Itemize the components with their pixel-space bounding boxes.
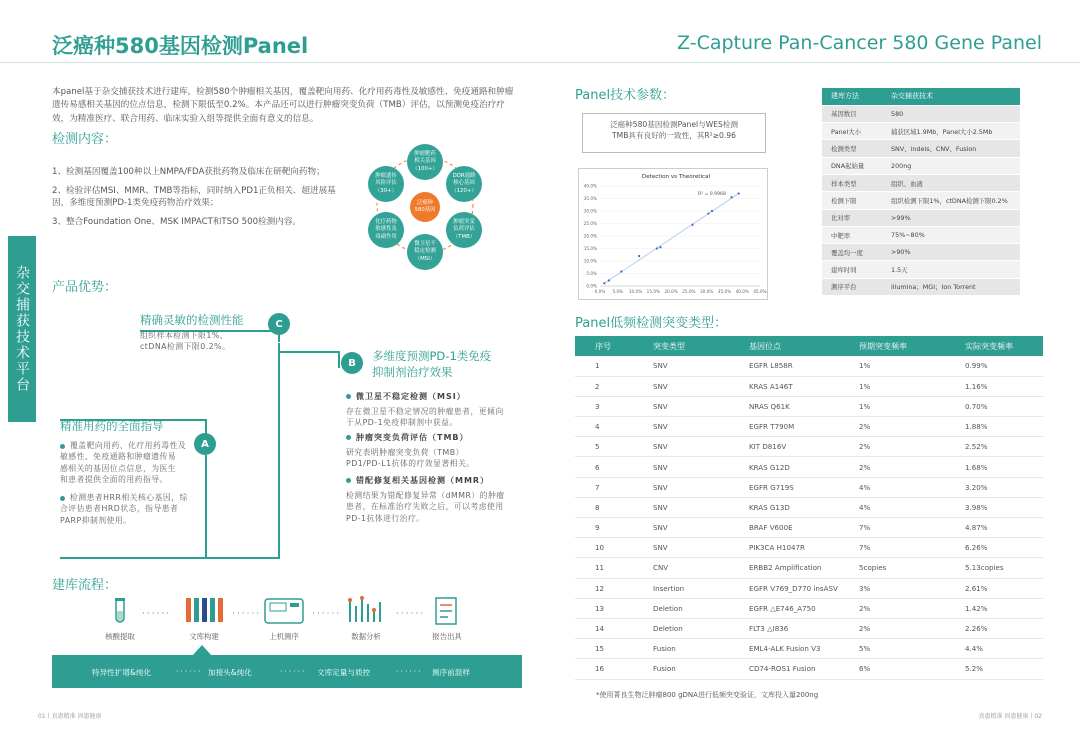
- cell-type: SNV: [633, 376, 729, 396]
- table-row: [575, 639, 1043, 659]
- table-row: [575, 538, 1043, 558]
- table-row: [575, 437, 1043, 457]
- connector-line: [60, 557, 280, 559]
- params-row: [822, 244, 1020, 261]
- process-dots: ······: [142, 609, 172, 619]
- cell-expected: 5%: [839, 639, 945, 659]
- x-tick-label: 15.0%: [646, 289, 660, 294]
- chart-trendline: [604, 194, 738, 284]
- table-row: [575, 578, 1043, 598]
- chart-point: [656, 247, 658, 249]
- table-row: [575, 659, 1043, 679]
- cell-actual: 2.61%: [945, 578, 1043, 598]
- params-value: >99%: [882, 209, 1020, 226]
- bullet-dot: [346, 435, 351, 440]
- params-value: 200ng: [882, 157, 1020, 174]
- cell-type: SNV: [633, 477, 729, 497]
- cell-locus: CD74-ROS1 Fusion: [729, 659, 839, 679]
- scatter-chart: [578, 168, 768, 300]
- params-key: 比对率: [822, 209, 882, 226]
- report-icon: [432, 596, 462, 626]
- params-row: [822, 123, 1020, 140]
- table-row: [575, 396, 1043, 416]
- cell-locus: KRAS G12D: [729, 457, 839, 477]
- cell-index: 1: [575, 356, 633, 376]
- cell-type: CNV: [633, 558, 729, 578]
- sub-step: 特异性扩增&纯化: [92, 668, 152, 677]
- band-dots: ······: [280, 667, 307, 676]
- params-key: 建库时间: [822, 261, 882, 278]
- advantage-c-title: 精确灵敏的检测性能: [140, 313, 244, 327]
- params-key: 检测下限: [822, 192, 882, 209]
- cell-actual: 1.42%: [945, 598, 1043, 618]
- y-tick-label: 35.0%: [583, 196, 597, 201]
- msi-title: 微卫星不稳定检测（MSI）: [346, 391, 466, 402]
- cell-type: SNV: [633, 497, 729, 517]
- advantage-badge-c: C: [268, 313, 290, 335]
- cell-actual: 2.52%: [945, 437, 1043, 457]
- cell-index: 5: [575, 437, 633, 457]
- chart-point: [738, 192, 740, 194]
- cell-type: Fusion: [633, 659, 729, 679]
- process-step: 核酸提取: [105, 632, 135, 641]
- chart-point: [608, 279, 610, 281]
- params-value: 580: [882, 105, 1020, 122]
- cell-index: 10: [575, 538, 633, 558]
- connector-line: [278, 351, 338, 353]
- table-row: [575, 356, 1043, 376]
- advantage-badge-b: B: [341, 352, 363, 374]
- params-value: 组织、血液: [882, 174, 1020, 191]
- params-key: 检测类型: [822, 140, 882, 157]
- cell-locus: BRAF V600E: [729, 518, 839, 538]
- params-key: 样本类型: [822, 174, 882, 191]
- params-value: 捕获区域1.9Mb，Panel大小2.5Mb: [882, 123, 1020, 140]
- cell-index: 14: [575, 618, 633, 638]
- advantage-badge-a: A: [194, 433, 216, 455]
- cell-type: SNV: [633, 356, 729, 376]
- cell-index: 8: [575, 497, 633, 517]
- col-expected: 预期突变频率: [839, 336, 945, 356]
- params-value: >90%: [882, 244, 1020, 261]
- x-tick-label: 25.0%: [682, 289, 696, 294]
- library-tubes-icon: [184, 596, 224, 626]
- mmr-title: 错配修复相关基因检测（MMR）: [346, 475, 489, 486]
- sub-steps-band: [52, 655, 522, 688]
- cell-locus: KRAS A146T: [729, 376, 839, 396]
- table-row: [575, 598, 1043, 618]
- header-divider: [0, 62, 1080, 63]
- cell-actual: 2.26%: [945, 618, 1043, 638]
- advantage-c-text: 组织样本检测下限1%、 ctDNA检测下限0.2%。: [140, 331, 231, 352]
- sub-step: 加接头&纯化: [208, 668, 252, 677]
- params-header-row: [822, 88, 1020, 105]
- y-tick-label: 20.0%: [583, 233, 597, 239]
- chart-point: [620, 270, 622, 272]
- cell-index: 12: [575, 578, 633, 598]
- cell-type: SNV: [633, 417, 729, 437]
- chart-title: Detection vs Theoretical: [641, 174, 711, 180]
- cell-expected: 3%: [839, 578, 945, 598]
- cell-expected: 1%: [839, 356, 945, 376]
- chart-x-ticks: [595, 289, 767, 294]
- cell-type: Insertion: [633, 578, 729, 598]
- cell-locus: KRAS G13D: [729, 497, 839, 517]
- cell-type: SNV: [633, 538, 729, 558]
- detection-item: 3、整合Foundation One、MSK IMPACT和TSO 500检测内容。: [52, 216, 302, 227]
- chart-annotation: R² = 0.9968: [698, 192, 726, 197]
- params-header-key: 建库方法: [822, 88, 882, 105]
- col-index: 序号: [575, 336, 633, 356]
- params-key: 中靶率: [822, 226, 882, 243]
- cell-locus: KIT D816V: [729, 437, 839, 457]
- msi-text: 存在微卫星不稳定情况的肿瘤患者，更倾向 于从PD-1免疫抑制剂中获益。: [346, 407, 504, 428]
- y-tick-label: 40.0%: [583, 183, 597, 189]
- x-tick-label: 30.0%: [700, 289, 714, 294]
- params-row: [822, 192, 1020, 209]
- page-title-en: Z-Capture Pan-Cancer 580 Gene Panel: [677, 32, 1042, 54]
- table-row: [575, 558, 1043, 578]
- cell-locus: EGFR L858R: [729, 356, 839, 376]
- cell-index: 4: [575, 417, 633, 437]
- x-tick-label: 10.0%: [628, 289, 643, 294]
- cell-actual: 6.26%: [945, 538, 1043, 558]
- connector-line: [205, 419, 207, 434]
- tube-icon: [108, 596, 132, 626]
- detection-items: [52, 166, 352, 234]
- chart-point: [691, 224, 693, 226]
- cell-actual: 5.13copies: [945, 558, 1043, 578]
- bullet-dot: [60, 444, 65, 449]
- tmb-text: 研究表明肿瘤突变负荷（TMB） PD1/PD-L1抗体的疗效显著相关。: [346, 448, 475, 469]
- params-callout: 泛癌种580基因检测Panel与WES检测 TMB具有良好的一致性，其R²≥0.96: [582, 113, 766, 153]
- cell-type: Fusion: [633, 639, 729, 659]
- band-dots: ······: [396, 667, 423, 676]
- hub-node-hereditary: 肿瘤遗传 风险评估 （30+）: [368, 166, 404, 202]
- data-analysis-icon: [346, 596, 386, 626]
- sequencer-icon: [264, 598, 304, 624]
- cell-expected: 1%: [839, 396, 945, 416]
- page-title: 泛癌种580基因检测Panel: [52, 34, 309, 58]
- hub-node-tmb: 肿瘤突变 负荷评估 （TMB）: [446, 212, 482, 248]
- col-actual: 实际突变频率: [945, 336, 1043, 356]
- chart-point: [638, 255, 640, 257]
- params-value: 75%~80%: [882, 226, 1020, 243]
- x-tick-label: 0.0%: [594, 289, 606, 294]
- cell-index: 3: [575, 396, 633, 416]
- cell-index: 2: [575, 376, 633, 396]
- params-key: Panel大小: [822, 123, 882, 140]
- params-heading: Panel技术参数：: [575, 88, 676, 103]
- params-key: DNA起始量: [822, 157, 882, 174]
- cell-locus: PIK3CA H1047R: [729, 538, 839, 558]
- intro-text: 本panel基于杂交捕获技术进行建库，检测580个肿瘤相关基因，覆盖靶向用药、化疗用药毒性及敏感性、免疫通路和肿瘤遗传易感相关基因的位点信息，检测下限低至0.2%。本产品还可以进行肿瘤突变负荷（TMB）评估，以预测免疫治疗疗效，为精准医疗、联合用药、临床实验入组等提供全面有意义的信息。: [52, 87, 514, 124]
- x-tick-label: 45.0%: [753, 289, 767, 294]
- hub-node-ddr: DDR通路 核心基因 （120+）: [446, 166, 482, 202]
- chart-point: [707, 212, 709, 214]
- cell-locus: EGFR G719S: [729, 477, 839, 497]
- chart-point: [730, 196, 732, 198]
- cell-expected: 2%: [839, 437, 945, 457]
- params-row: [822, 226, 1020, 243]
- detection-item: 2、检验评估MSI、MMR、TMB等指标，同时纳入PD1正负相关、超进展基因，多维度预测PD-1类免疫药物治疗效果；: [52, 185, 336, 208]
- x-tick-label: 40.0%: [735, 289, 749, 294]
- cell-actual: 1.16%: [945, 376, 1043, 396]
- side-label: 杂交捕获技术平台: [8, 236, 36, 422]
- advantage-a-point: 覆盖靶向用药、化疗用药毒性及 敏感性、免疫通路和肿瘤遗传易 感相关的基因位点信息，为医生 和患者提供全面的用药指导。: [60, 441, 187, 485]
- params-header-value: 杂交捕获技术: [882, 88, 1020, 105]
- cell-expected: 2%: [839, 457, 945, 477]
- cell-actual: 4.87%: [945, 518, 1043, 538]
- detection-heading: 检测内容：: [52, 132, 118, 147]
- params-row: [822, 105, 1020, 122]
- bullet-dot: [346, 478, 351, 483]
- cell-type: SNV: [633, 396, 729, 416]
- cell-expected: 4%: [839, 497, 945, 517]
- process-step: 数据分析: [351, 632, 381, 641]
- params-row: [822, 157, 1020, 174]
- detection-item: 1、检测基因覆盖100种以上NMPA/FDA获批药物及临床在研靶向药物；: [52, 167, 325, 177]
- footer-left: 01丨真惠精准 固惠健康: [38, 713, 102, 720]
- x-tick-label: 20.0%: [664, 289, 678, 294]
- params-value: SNV、indels、CNV、Fusion: [882, 140, 1020, 157]
- x-tick-label: 5.0%: [612, 289, 624, 294]
- cell-expected: 5copies: [839, 558, 945, 578]
- process-step: 报告出具: [432, 632, 462, 641]
- cell-type: SNV: [633, 518, 729, 538]
- cell-index: 15: [575, 639, 633, 659]
- cell-expected: 2%: [839, 598, 945, 618]
- sub-step: 文库定量与质控: [317, 668, 371, 677]
- x-tick-label: 35.0%: [717, 289, 732, 294]
- cell-index: 13: [575, 598, 633, 618]
- cell-locus: NRAS Q61K: [729, 396, 839, 416]
- table-row: [575, 497, 1043, 517]
- advantage-a-point: 检测患者HRR相关核心基因，综 合评估患者HRD状态，指导患者 PARP抑制剂使用。: [60, 493, 188, 525]
- bullet-dot: [60, 496, 65, 501]
- y-tick-label: 5.0%: [586, 271, 597, 276]
- table-row: [575, 518, 1043, 538]
- col-locus: 基因位点: [729, 336, 839, 356]
- chart-grid: [600, 186, 760, 286]
- y-tick-label: 25.0%: [583, 221, 597, 226]
- cell-expected: 2%: [839, 618, 945, 638]
- table-row: [575, 417, 1043, 437]
- cell-type: Deletion: [633, 618, 729, 638]
- mutation-table: [575, 336, 1043, 680]
- cell-index: 6: [575, 457, 633, 477]
- table-row: [575, 457, 1043, 477]
- y-tick-label: 15.0%: [583, 246, 597, 251]
- y-tick-label: 0.0%: [586, 283, 597, 289]
- col-type: 突变类型: [633, 336, 729, 356]
- hub-node-chemo: 化疗药物 敏感性及 毒副作用: [368, 212, 404, 248]
- cell-expected: 7%: [839, 518, 945, 538]
- process-heading: 建库流程：: [52, 578, 118, 593]
- cell-expected: 6%: [839, 659, 945, 679]
- cell-actual: 0.70%: [945, 396, 1043, 416]
- process-dots: ······: [396, 609, 426, 619]
- params-key: 覆盖均一度: [822, 244, 882, 261]
- advantages-heading: 产品优势：: [52, 280, 118, 295]
- params-key: 测序平台: [822, 278, 882, 295]
- params-key: 基因数目: [822, 105, 882, 122]
- params-row: [822, 261, 1020, 278]
- band-dots: ······: [176, 667, 203, 676]
- params-row: [822, 174, 1020, 191]
- cell-expected: 7%: [839, 538, 945, 558]
- cell-type: SNV: [633, 457, 729, 477]
- cell-index: 7: [575, 477, 633, 497]
- chart-point: [659, 246, 661, 248]
- footer-right: 真惠精准 固惠健康丨02: [978, 713, 1042, 720]
- bullet-dot: [346, 394, 351, 399]
- chart-point: [603, 282, 605, 284]
- advantage-b-title: 多维度预测PD-1类免疫 抑制剂治疗效果: [372, 349, 492, 379]
- process-dots: ······: [312, 609, 342, 619]
- y-tick-label: 10.0%: [583, 258, 597, 264]
- params-row: [822, 140, 1020, 157]
- cell-index: 16: [575, 659, 633, 679]
- params-value: illumina；MGI；Ion Torrent: [882, 278, 1020, 295]
- params-value: 1.5天: [882, 261, 1020, 278]
- cell-locus: EGFR T790M: [729, 417, 839, 437]
- cell-type: SNV: [633, 437, 729, 457]
- cell-actual: 4.4%: [945, 639, 1043, 659]
- connector-line: [338, 351, 340, 368]
- tmb-title: 肿瘤突变负荷评估（TMB）: [346, 432, 469, 443]
- table-row: [575, 618, 1043, 638]
- cell-locus: ERBB2 Amplification: [729, 558, 839, 578]
- params-row: [822, 209, 1020, 226]
- process-dots: ······: [232, 609, 262, 619]
- chart-point: [711, 210, 713, 212]
- cell-expected: 2%: [839, 417, 945, 437]
- table-row: [575, 376, 1043, 396]
- hub-center: 泛癌种 580基因: [410, 192, 440, 222]
- cell-actual: 0.99%: [945, 356, 1043, 376]
- cell-locus: EGFR V769_D770 insASV: [729, 578, 839, 598]
- process-step: 文库构建: [189, 632, 219, 641]
- mutations-note: *使用菁良生物泛肿瘤800 gDNA进行低频突变验证，文库投入量200ng: [596, 691, 819, 699]
- params-row: [822, 278, 1020, 295]
- cell-actual: 1.88%: [945, 417, 1043, 437]
- mmr-text: 检测结果为错配修复异常（dMMR）的肿瘤 患者，在标准治疗失败之后，可以考虑使用 PD-1抗体进行治疗。: [346, 491, 505, 523]
- cell-actual: 5.2%: [945, 659, 1043, 679]
- mutation-header-row: [575, 336, 1043, 356]
- cell-locus: FLT3 △I836: [729, 618, 839, 638]
- cell-expected: 1%: [839, 376, 945, 396]
- process-step: 上机测序: [269, 632, 299, 641]
- cell-locus: EGFR △E746_A750: [729, 598, 839, 618]
- hub-node-targeted: 肿瘤靶药 相关基因 （100+）: [407, 144, 443, 180]
- cell-type: Deletion: [633, 598, 729, 618]
- cell-actual: 3.20%: [945, 477, 1043, 497]
- table-row: [575, 477, 1043, 497]
- y-tick-label: 30.0%: [583, 208, 597, 214]
- cell-actual: 3.98%: [945, 497, 1043, 517]
- sub-step: 测序前混样: [432, 668, 470, 677]
- mutations-heading: Panel低频检测突变类型：: [575, 316, 728, 331]
- cell-expected: 4%: [839, 477, 945, 497]
- cell-index: 9: [575, 518, 633, 538]
- chart-y-ticks: [584, 184, 597, 289]
- cell-index: 11: [575, 558, 633, 578]
- cell-locus: EML4-ALK Fusion V3: [729, 639, 839, 659]
- cell-actual: 1.68%: [945, 457, 1043, 477]
- connector-line: [278, 343, 280, 558]
- params-value: 组织检测下限1%，ctDNA检测下限0.2%: [882, 192, 1020, 209]
- hub-node-msi: 微卫星不 稳定检测 （MSI）: [407, 234, 443, 270]
- params-table: [822, 88, 1020, 296]
- connector-line: [205, 455, 207, 558]
- advantage-a-title: 精准用药的全面指导: [60, 419, 164, 433]
